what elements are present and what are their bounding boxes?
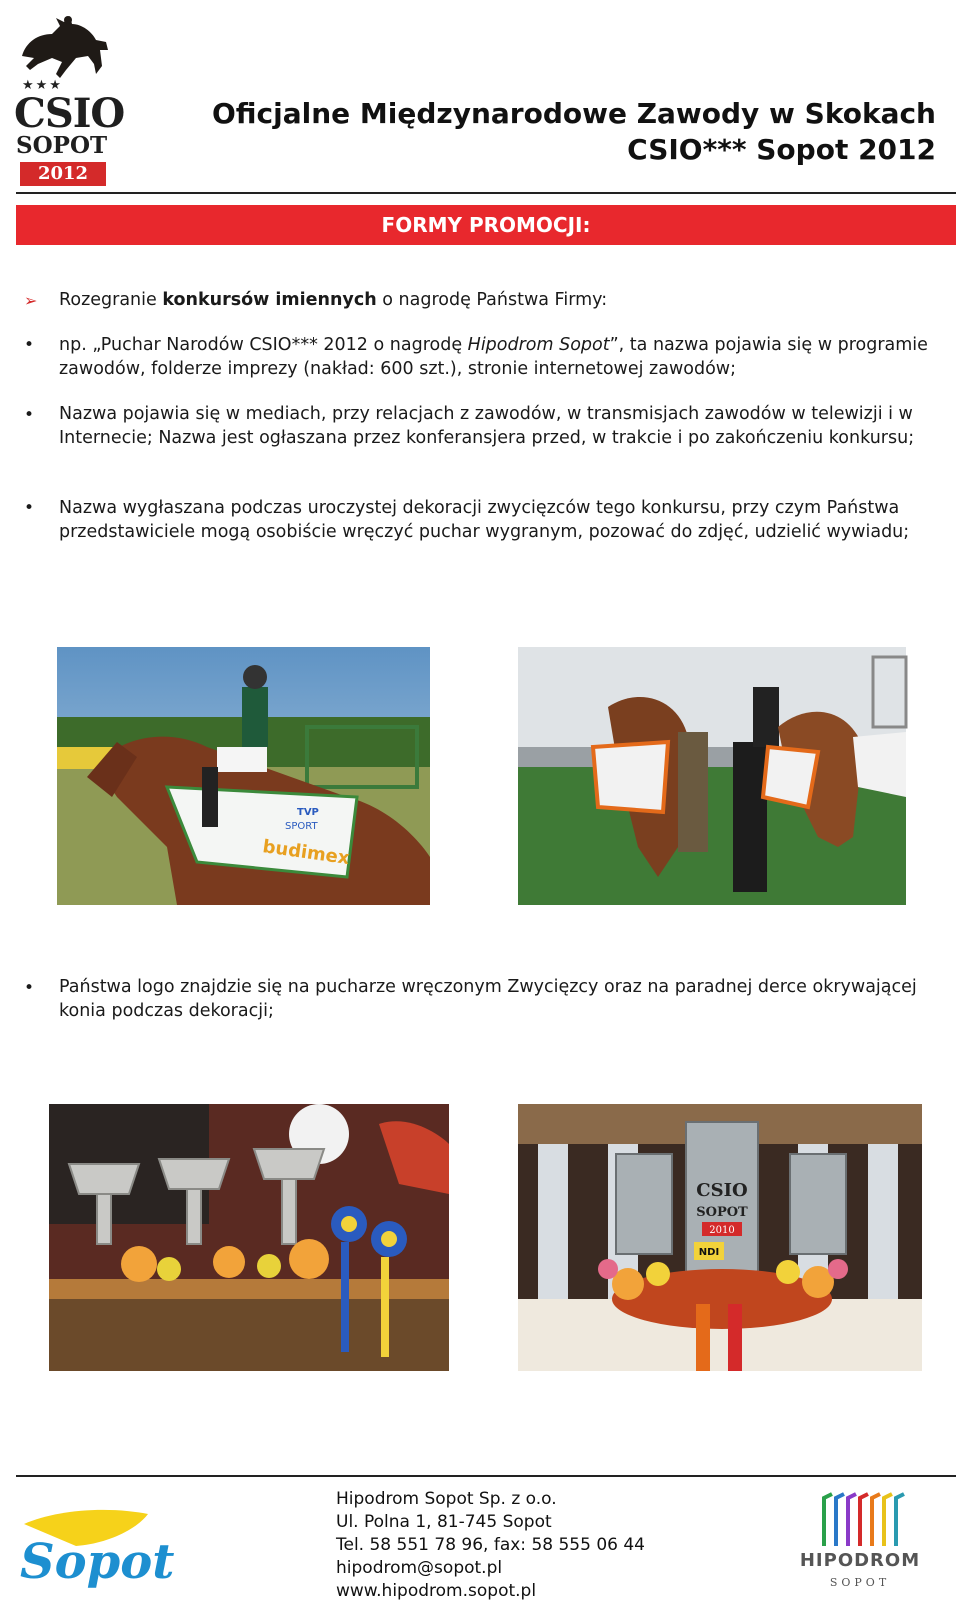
trophy-year: 2010: [709, 1225, 735, 1236]
logo-name: CSIO: [14, 90, 125, 137]
hipodrom-poles-icon: [780, 1486, 940, 1550]
jumping-horse-icon: [16, 12, 112, 84]
footer-phone: Tel. 58 551 78 96, fax: 58 555 06 44: [336, 1535, 645, 1555]
dot-bullet-icon: •: [24, 335, 35, 355]
dot-bullet-icon: •: [24, 498, 35, 518]
hipodrom-logo: [780, 1486, 940, 1598]
arrow-bullet-icon: ➢: [24, 291, 38, 310]
sopot-logo-text: Sopot: [20, 1534, 175, 1590]
bullet-1-text-a: np. „Puchar Narodów CSIO*** 2012 o nagrodę: [59, 335, 468, 355]
bullet-2: Nazwa pojawia się w mediach, przy relacjach z zawodów, w transmisjach zawodów w telewizji i w Internecie; Nazwa jest ogłaszana przez konferansjera przed, w trakcie i po zakończeniu konkursu;: [59, 404, 915, 448]
intro-suffix: o nagrodę Państwa Firmy:: [376, 290, 608, 310]
footer-company: Hipodrom Sopot Sp. z o.o.: [336, 1489, 557, 1509]
intro-bold: konkursów imiennych: [162, 290, 377, 310]
intro-prefix: Rozegranie: [59, 290, 163, 310]
title-line-1: Oficjalne Międzynarodowe Zawody w Skokach: [212, 97, 936, 130]
footer-divider: [16, 1475, 956, 1477]
bullet-1: [59, 333, 939, 381]
header-divider: [16, 192, 956, 194]
dot-bullet-icon: •: [24, 405, 35, 425]
trophy-city: SOPOT: [696, 1205, 748, 1220]
hipodrom-logo-name: HIPODROM: [799, 1550, 921, 1571]
photo-award-ceremony: [518, 647, 906, 905]
footer-address: Ul. Polna 1, 81-745 Sopot: [336, 1512, 552, 1532]
rug-sub: SPORT: [285, 821, 318, 832]
footer-email[interactable]: hipodrom@sopot.pl: [336, 1558, 503, 1578]
page-title: [212, 96, 936, 168]
rug-badge: TVP: [297, 807, 319, 818]
logo-year: 2012: [20, 162, 106, 186]
intro-text: [59, 288, 939, 312]
photo-csio-trophies: [518, 1104, 922, 1371]
photo-trophies-table: [49, 1104, 449, 1371]
rug-brand: budimex: [261, 836, 351, 870]
sopot-city-logo: [16, 1500, 175, 1600]
dot-bullet-icon: •: [24, 978, 35, 998]
title-line-2: CSIO*** Sopot 2012: [627, 133, 936, 166]
bullet-1-text-b: ”, ta nazwa pojawia się w programie zawodów, folderze imprezy (nakład: 600 szt.), stronie internetowej zawodów;: [59, 335, 928, 379]
logo-city: SOPOT: [16, 132, 108, 159]
bullet-3: Nazwa wygłaszana podczas uroczystej dekoracji zwycięzców tego konkursu, przy czym Państwa przedstawiciele mogą osobiście wręczyć puchar wygranym, pozować do zdjęć, udzielić wywiadu;: [59, 498, 910, 542]
hipodrom-logo-sub: SOPOT: [829, 1576, 891, 1589]
logo-stars: ★★★: [22, 78, 63, 93]
section-banner: FORMY PROMOCJI:: [16, 205, 956, 245]
photo-rider-with-rug: [57, 647, 430, 905]
footer-website[interactable]: www.hipodrom.sopot.pl: [336, 1581, 537, 1601]
csio-logo: [14, 12, 125, 184]
footer-contact: [336, 1488, 645, 1603]
trophy-name: CSIO: [696, 1180, 748, 1201]
bullet-1-italic: Hipodrom Sopot: [467, 335, 610, 355]
bullet-4: Państwa logo znajdzie się na pucharze wręczonym Zwycięzcy oraz na paradnej derce okrywającej konia podczas dekoracji;: [59, 977, 917, 1021]
trophy-sponsor: NDI: [698, 1247, 720, 1258]
